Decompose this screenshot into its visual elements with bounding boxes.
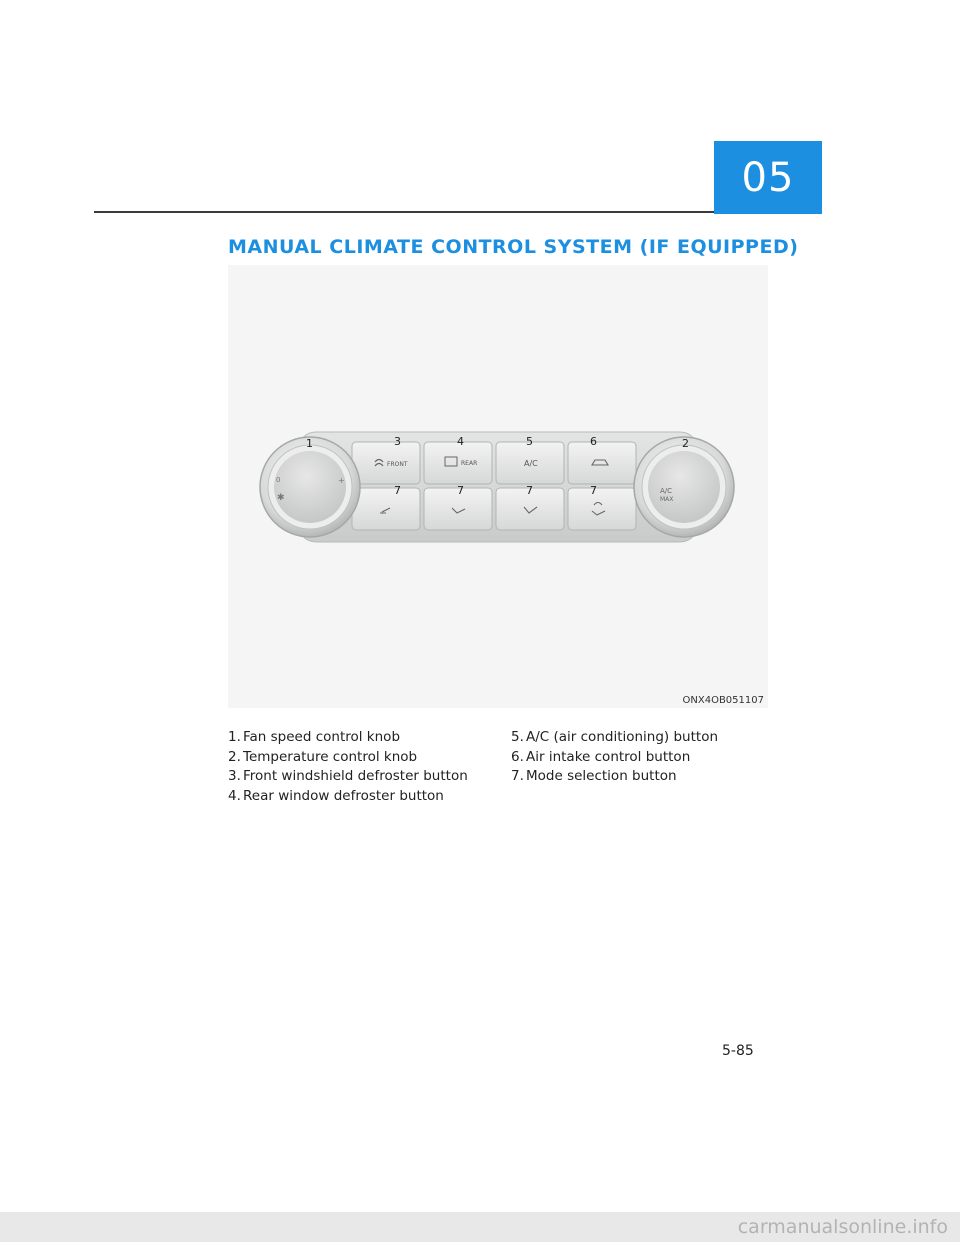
legend-text: Mode selection button [526,768,677,784]
callout-7-c: 7 [526,484,533,497]
callout-2: 2 [682,437,689,450]
chapter-number: 05 [741,154,795,201]
callout-5: 5 [526,435,533,448]
ac-max-bottom-label: MAX [660,496,674,503]
legend-text: Front windshield defroster button [243,768,468,784]
front-label: FRONT [387,461,408,468]
watermark-text[interactable]: carmanualsonline.info [737,1216,948,1238]
ac-max-top-label: A/C [660,487,673,495]
figure-code: ONX4OB051107 [682,695,764,706]
button-rear-defrost [424,442,492,484]
callout-1: 1 [306,437,313,450]
button-mode-floor-defrost [568,488,636,530]
header-rule [94,211,714,213]
section-title: MANUAL CLIMATE CONTROL SYSTEM (IF EQUIPPED) [228,236,799,258]
legend-item: 3. Front windshield defroster button [228,767,468,787]
callout-4: 4 [457,435,464,448]
legend-text: Fan speed control knob [243,729,401,745]
callout-3: 3 [394,435,401,448]
button-front-defrost [352,442,420,484]
legend-item: 1. Fan speed control knob [228,728,468,748]
legend-item: 5. A/C (air conditioning) button [511,728,718,748]
button-air-intake [568,442,636,484]
legend-text: A/C (air conditioning) button [526,729,719,745]
legend-item: 6. Air intake control button [511,748,718,768]
fan-speed-knob [260,437,360,537]
fan-plus-icon: + [338,476,345,485]
temperature-knob [634,437,734,537]
legend-item: 7. Mode selection button [511,767,718,787]
fan-zero-label: 0 [276,476,281,484]
legend-right [511,728,718,787]
rear-label: REAR [461,460,478,467]
legend-text: Rear window defroster button [243,787,444,804]
button-ac [496,442,564,484]
legend-text: Air intake control button [526,748,691,765]
ac-label: A/C [524,459,538,468]
watermark-bar [0,1212,960,1242]
button-mode-face [352,488,420,530]
legend-text: Temperature control knob [243,748,418,765]
fan-icon: ✱ [277,493,285,503]
callout-7-b: 7 [457,484,464,497]
callout-7-a: 7 [394,484,401,497]
page-number: 5-85 [722,1043,754,1059]
callout-6: 6 [590,435,597,448]
callout-7-d: 7 [590,484,597,497]
climate-panel-figure [228,265,768,708]
legend-item: 2. Temperature control knob [228,748,468,768]
chapter-tab [714,141,822,214]
legend-left [228,728,468,806]
legend-item: 4. Rear window defroster button [228,787,468,807]
climate-panel-illustration [228,265,768,708]
